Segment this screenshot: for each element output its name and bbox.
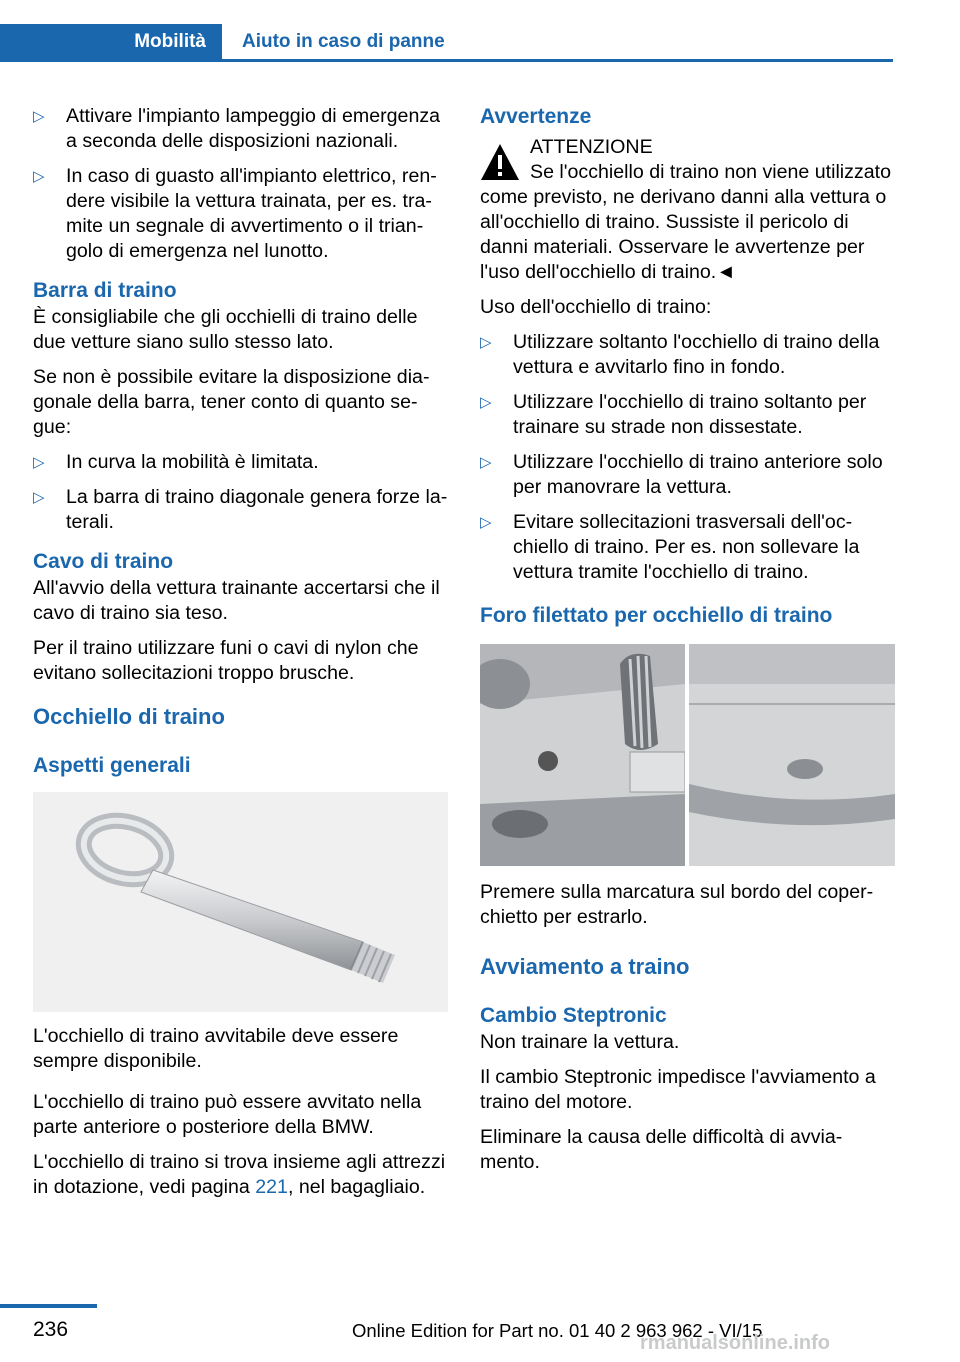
section-heading: Barra di traino [33,279,177,302]
warning-box [480,135,895,285]
section-heading: Aspetti generali [33,754,191,777]
paragraph: All'avvio della vettura trainante accertarsi che il cavo di traino sia teso. [33,577,440,624]
paragraph: Il cambio Steptronic impedisce l'avviamento a traino del motore. [480,1066,876,1113]
warning-text: Se l'occhiello di traino non viene utilizzato come previsto, ne derivano danni alla vettura o all'occhiello di traino. Sussiste il pericolo di danni materiali. Osservare le avvertenze per l'uso dell'occhiello di traino.◄ [480,161,891,283]
left-column [33,104,448,1210]
section-heading: Avvertenze [480,105,592,128]
section-title: Mobilità [134,31,206,52]
text: , nel bagagliaio. [287,1176,426,1198]
right-column [480,104,895,1185]
list-item: ▷ Utilizzare soltanto l'occhiello di traino della vettura e avvitarlo fino in fondo. [480,330,895,380]
paragraph: Non trainare la vettura. [480,1031,680,1053]
paragraph: Uso dell'occhiello di traino: [480,296,712,318]
towing-eye-illustration [33,792,448,1012]
paragraph: Premere sulla marcatura sul bordo del coperchietto per estrarlo. [480,881,874,928]
list-item: ▷ Utilizzare l'occhiello di traino soltanto per trainare su strade non dissestate. [480,390,895,440]
page-header [0,24,893,62]
subsection-title: Aiuto in caso di panne [242,31,445,52]
list-item: ▷ In curva la mobilità è limitata. [33,450,448,475]
chapter-heading: Occhiello di traino [33,704,225,729]
towing-eye-icon [33,792,448,1012]
bullet-list [33,450,448,535]
paragraph [33,1150,448,1200]
paragraph: Se non è possibile evitare la disposizione diagonale della barra, tener conto di quanto segue: [33,366,430,438]
header-rule [222,59,893,62]
bumper-icon [480,644,895,866]
paragraph: Eliminare la causa delle difficoltà di avviamento. [480,1126,843,1173]
footer-rule [0,1304,97,1308]
bullet-list [480,330,895,585]
section-tab [0,24,222,62]
warning-icon [480,135,530,185]
section-heading: Cambio Steptronic [480,1004,667,1027]
page-number: 236 [33,1318,69,1341]
paragraph: È consigliabile che gli occhielli di traino delle due vetture siano sullo stesso lato. [33,306,418,353]
list-item: ▷ In caso di guasto all'impianto elettrico, rendere visibile la vettura trainata, per es. tramite un segnale di avvertimento o il triangolo di emergenza nel lunotto. [33,164,448,264]
list-item: ▷ La barra di traino diagonale genera forze laterali. [33,485,448,535]
list-item: ▷ Attivare l'impianto lampeggio di emergenza a seconda delle disposizioni nazionali. [33,104,448,154]
list-item: ▷ Utilizzare l'occhiello di traino anteriore solo per manovrare la vettura. [480,450,895,500]
paragraph: L'occhiello di traino avvitabile deve essere sempre disponibile. [33,1025,399,1072]
watermark: rmanualsonline.info [640,1332,831,1354]
text: L'occhiello di traino si trova insieme agli attrezzi in dotazione, vedi pagina [33,1151,446,1198]
warning-title: ATTENZIONE [530,136,653,158]
chapter-heading: Avviamento a traino [480,954,690,979]
page-link[interactable]: 221 [255,1176,288,1198]
bumper-photo [480,644,895,866]
paragraph: Per il traino utilizzare funi o cavi di nylon che evitano sollecitazioni troppo brusche. [33,637,419,684]
section-heading: Cavo di traino [33,550,174,573]
paragraph: L'occhiello di traino può essere avvitato nella parte anteriore o posteriore della BMW. [33,1091,422,1138]
list-item: ▷ Evitare sollecitazioni trasversali dell'occhiello di traino. Per es. non sollevare la vettura tramite l'occhiello di traino. [480,510,895,585]
edition-note: Online Edition for Part no. 01 40 2 963 962 - VI/15 [352,1320,763,1341]
section-heading: Foro filettato per occhiello di traino [480,604,833,627]
bullet-list [33,104,448,264]
